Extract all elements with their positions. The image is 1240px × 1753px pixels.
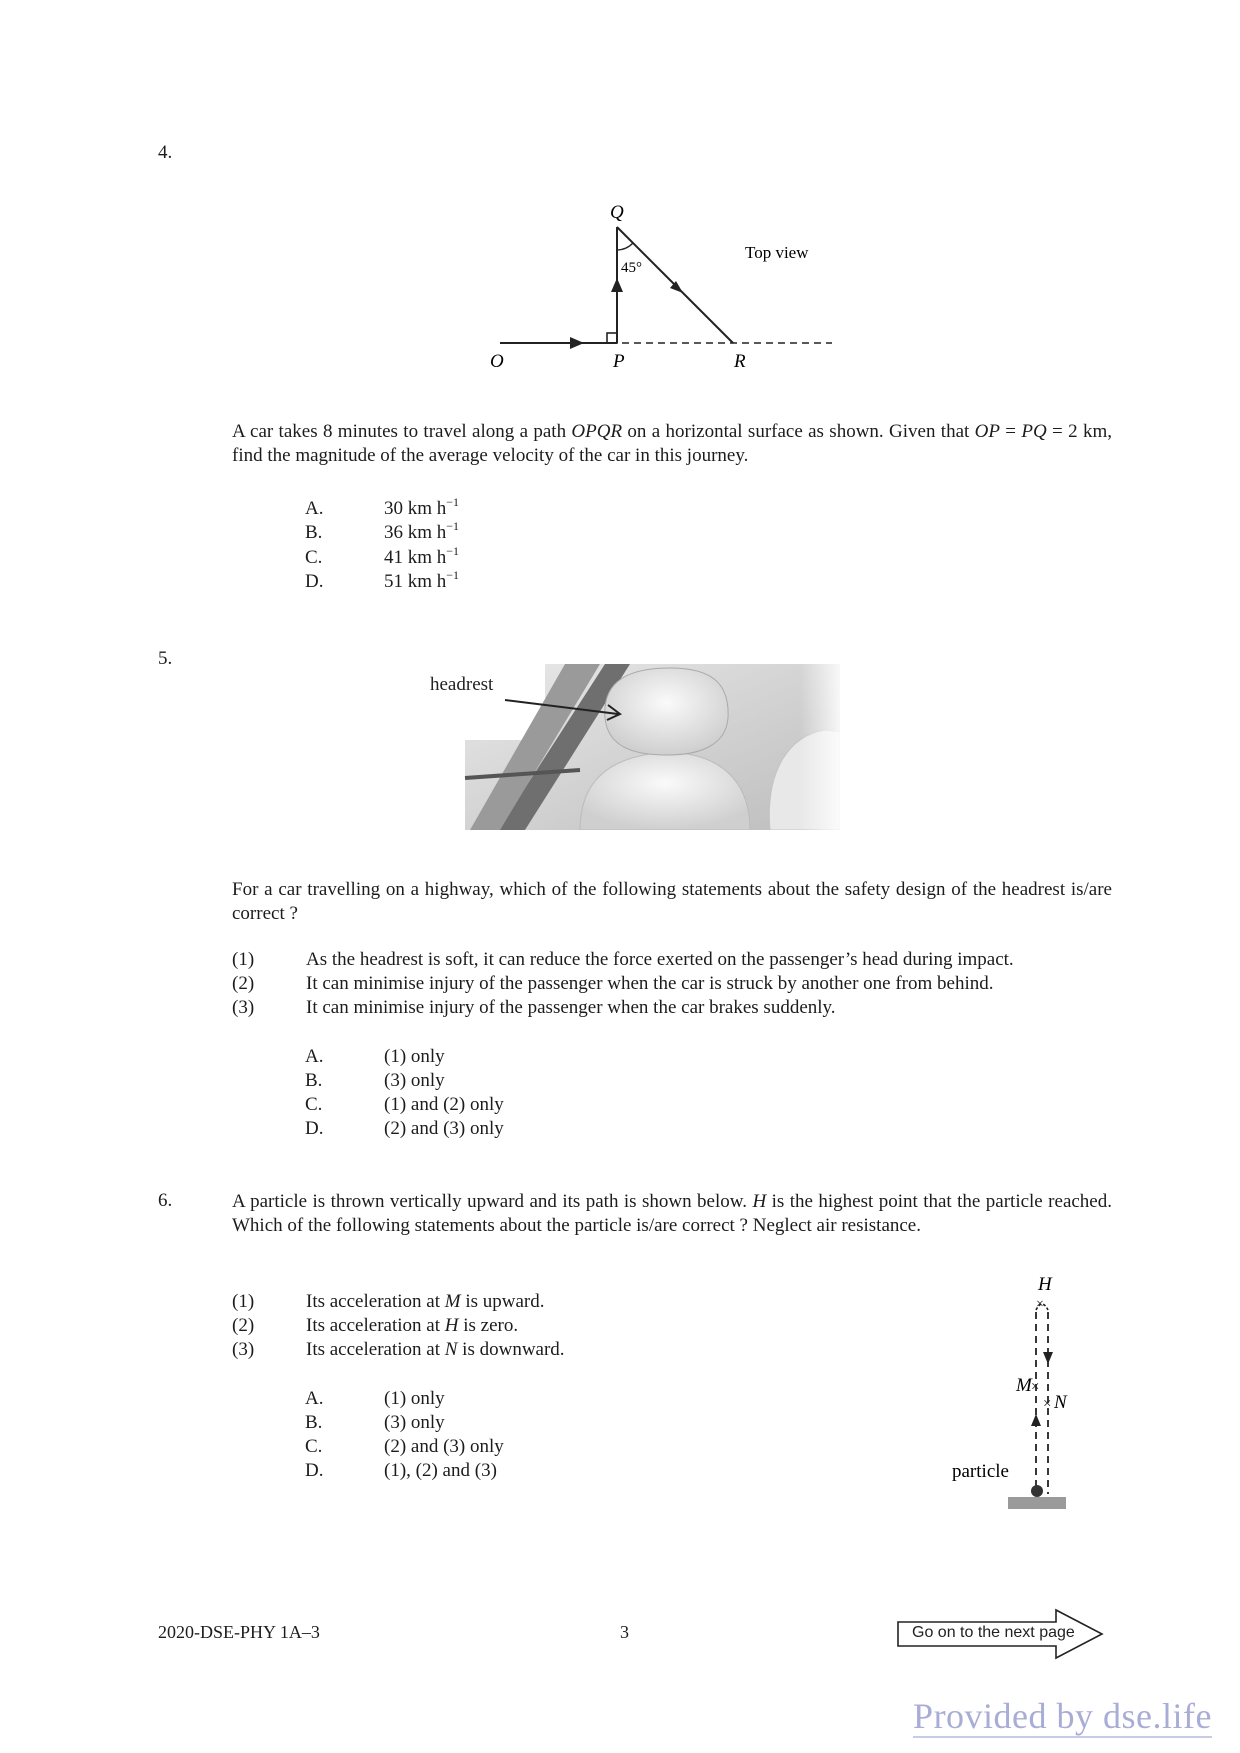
q6-option-a: A. (1) only	[305, 1388, 445, 1409]
q6-option-b: B. (3) only	[305, 1412, 445, 1433]
q4-option-d: D. 51 km $h^{-1}$	[305, 568, 460, 592]
q5-option-a: A. (1) only	[305, 1046, 445, 1067]
q5-option-d: D. (2) and (3) only	[305, 1118, 504, 1139]
label-particle: particle	[952, 1461, 1009, 1482]
label-q: Q	[610, 202, 624, 223]
svg-text:×: ×	[1043, 1396, 1052, 1412]
arrowhead-icon	[1043, 1352, 1053, 1364]
svg-text:×: ×	[1036, 1297, 1044, 1312]
q6-option-d: D. (1), (2) and (3)	[305, 1460, 497, 1481]
angle-label: 45°	[621, 260, 642, 276]
paper-code: 2020-DSE-PHY 1A–3	[158, 1622, 320, 1642]
diagram-caption: Top view	[745, 243, 809, 262]
q6-particle-path-diagram	[950, 1272, 1080, 1512]
particle-dot	[1031, 1485, 1043, 1497]
headrest-photo	[430, 660, 840, 830]
q6-statement-1: (1) Its acceleration at M is upward.	[232, 1291, 545, 1312]
q4-top-view-diagram	[470, 195, 850, 375]
q4-option-b: B. 36 km $h^{-1}$	[305, 519, 460, 543]
label-n: N	[1054, 1392, 1067, 1413]
label-h: H	[1038, 1274, 1052, 1295]
q5-statement-1: (1) As the headrest is soft, it can reduce the force exerted on the passenger’s head during impact.	[232, 949, 1014, 970]
label-p: P	[613, 351, 625, 372]
question-6-stem: A particle is thrown vertically upward and its path is shown below. H is the highest point that the particle reached. Which of the following statements about the particle is/are correct ? Neglect air resistance.	[232, 1191, 1112, 1236]
q4-option-c: C. 41 km $h^{-1}$	[305, 544, 460, 568]
next-page-label: Go on to the next page	[912, 1624, 1075, 1641]
q6-option-c: C. (2) and (3) only	[305, 1436, 504, 1457]
page-number: 3	[620, 1622, 629, 1642]
q5-option-b: B. (3) only	[305, 1070, 445, 1091]
label-m: M	[1016, 1375, 1032, 1396]
q6-statement-3: (3) Its acceleration at N is downward.	[232, 1339, 565, 1360]
headrest-label: headrest	[430, 674, 494, 695]
question-6-number: 6.	[158, 1190, 173, 1211]
next-page-indicator	[896, 1608, 1106, 1660]
q5-option-c: C. (1) and (2) only	[305, 1094, 504, 1115]
arrowhead-icon	[1031, 1414, 1041, 1426]
question-5-number: 5.	[158, 648, 173, 669]
q4-option-a: A. 30 km $h^{-1}$	[305, 495, 460, 519]
svg-text:×: ×	[1031, 1379, 1040, 1395]
q5-statement-2: (2) It can minimise injury of the passenger when the car is struck by another one from behind.	[232, 973, 994, 994]
arrowhead-icon	[570, 337, 584, 349]
question-4-number: 4.	[158, 142, 173, 163]
label-o: O	[490, 351, 504, 372]
q5-statement-3: (3) It can minimise injury of the passenger when the car brakes suddenly.	[232, 997, 836, 1018]
q6-statement-2: (2) Its acceleration at H is zero.	[232, 1315, 519, 1336]
arrowhead-icon	[611, 278, 623, 292]
watermark: Provided by dse.life	[913, 1696, 1212, 1736]
question-4-stem: A car takes 8 minutes to travel along a path OPQR on a horizontal surface as shown. Given that OP = PQ = 2 km, find the magnitude of the average velocity of the car in this journey.	[232, 421, 1112, 466]
question-5-stem: For a car travelling on a highway, which of the following statements about the safety design of the headrest is/are correct ?	[232, 879, 1112, 924]
label-r: R	[734, 351, 746, 372]
